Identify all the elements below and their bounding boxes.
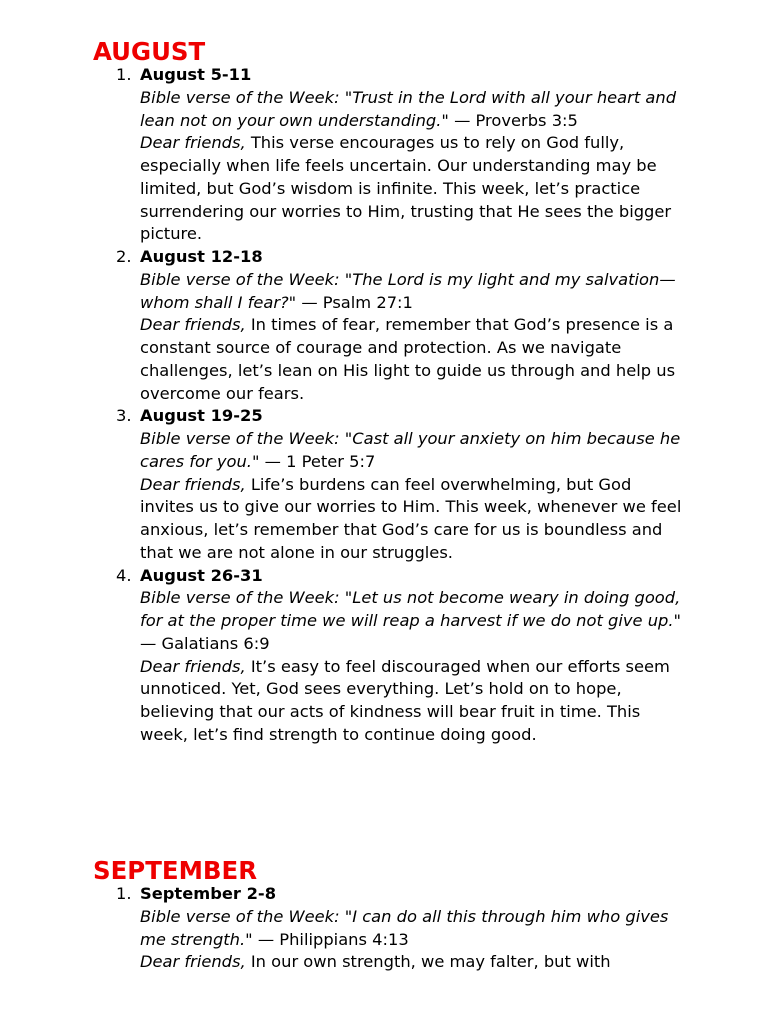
message-text: In times of fear, remember that God’s presence is a constant source of courage and protection. As we navigate challenges, let’s lean on His light to guide us through and help us overcome our fears. — [140, 315, 676, 403]
week-date: August 12-18 — [140, 247, 263, 266]
message-text: It’s easy to feel discouraged when our efforts seem unnoticed. Yet, God sees everything. Let’s hold on to hope, believing that our acts of kindness will bear fruit in time. This week, let’s find strength to continue doing good. — [140, 656, 670, 744]
verse-paragraph — [140, 428, 685, 474]
message-paragraph — [140, 951, 685, 974]
verse-quote: "I can do all this through him who gives me strength. — [140, 906, 669, 949]
message-paragraph — [140, 474, 685, 565]
verse-paragraph — [140, 269, 685, 315]
message-text: In our own strength, we may falter, but with — [245, 952, 611, 972]
greeting: Dear friends, — [140, 315, 246, 335]
list-item — [140, 64, 685, 246]
greeting: Dear friends, — [140, 952, 246, 972]
verse-quote: "Let us not become weary in doing good, for at the proper time we will reap a harvest if we do not give up. — [140, 588, 681, 630]
verse-reference: " — Proverbs 3:5 — [441, 110, 578, 130]
verse-label: Bible verse of the Week: — [140, 906, 340, 926]
message-paragraph — [140, 132, 685, 246]
verse-label: Bible verse of the Week: — [140, 429, 340, 448]
greeting: Dear friends, — [140, 474, 246, 494]
greeting: Dear friends, — [140, 133, 246, 153]
message-text: This verse encourages us to rely on God fully, especially when life feels uncertain. Our understanding may be limited, but God’s wisdom is infinite. This week, let’s practice surrendering our worries to Him, trusting that He sees the bigger picture. — [140, 133, 672, 244]
message-paragraph — [140, 656, 685, 747]
verse-reference: " — Philippians 4:13 — [245, 929, 409, 949]
verse-reference: " — 1 Peter 5:7 — [251, 451, 376, 471]
message-text: Life’s burdens can feel overwhelming, but God invites us to give our worries to Him. This week, whenever we feel anxious, let’s remember that God’s care for us is boundless and that we are not alone in our struggles. — [140, 474, 682, 562]
verse-label: Bible verse of the Week: — [140, 269, 340, 289]
week-list-september — [0, 883, 768, 974]
list-item — [140, 883, 685, 974]
month-heading-september: SEPTEMBER — [93, 856, 258, 885]
verse-quote: "Cast all your anxiety on him because he cares for you. — [140, 429, 681, 471]
week-date: September 2-8 — [140, 884, 277, 903]
verse-label: Bible verse of the Week: — [140, 588, 340, 608]
list-item — [140, 565, 685, 747]
week-date: August 19-25 — [140, 406, 263, 426]
message-paragraph — [140, 314, 685, 405]
verse-quote: "Trust in the Lord with all your heart and lean not on your own understanding. — [140, 87, 677, 130]
verse-label: Bible verse of the Week: — [140, 87, 340, 107]
verse-paragraph — [140, 906, 685, 952]
list-item — [140, 246, 685, 405]
list-item — [140, 405, 685, 564]
verse-paragraph — [140, 87, 685, 133]
week-date: August 26-31 — [140, 565, 263, 585]
verse-reference: " — Galatians 6:9 — [140, 611, 682, 653]
greeting: Dear friends, — [140, 656, 246, 676]
week-date: August 5-11 — [140, 65, 252, 84]
month-heading-august: AUGUST — [93, 37, 206, 66]
verse-quote: "The Lord is my light and my salvation—whom shall I fear? — [140, 269, 676, 312]
verse-reference: " — Psalm 27:1 — [288, 292, 413, 312]
verse-paragraph — [140, 587, 685, 655]
week-list-august — [0, 64, 768, 747]
